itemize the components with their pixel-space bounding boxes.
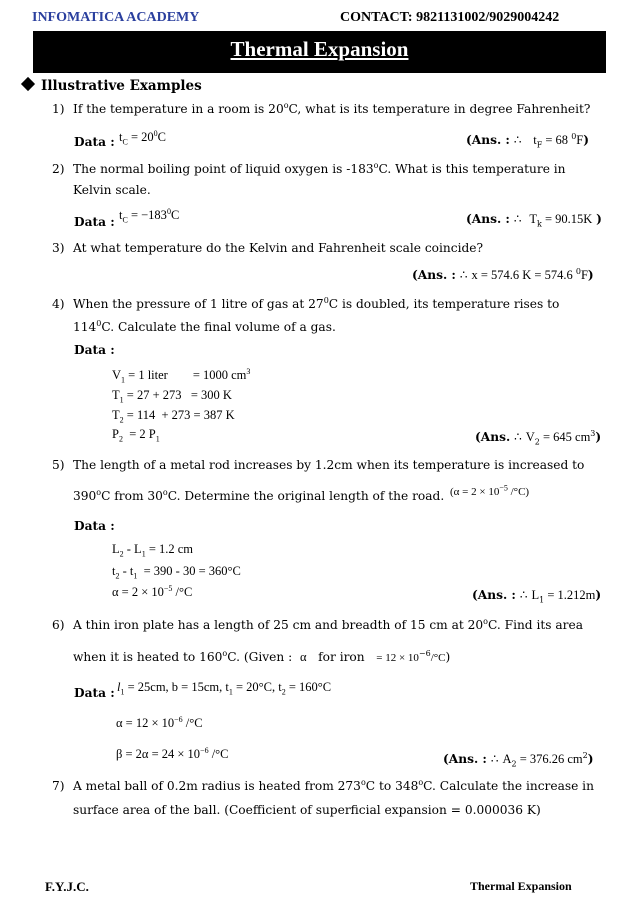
q7-line1: A metal ball of 0.2m radius is heated from 273$^o$C to 348$^o$C. Calculate the increase in [73,777,594,793]
q2-data: $t_C = -183^0C$ [119,206,180,225]
q4-data-label: Data : [74,343,115,357]
q5-line2: 390$^o$C from 30$^o$C. Determine the original length of the road. [73,487,445,503]
q6-eq1: $l_1 = 25cm$, b = 15cm, $t_1 = 20^\circ C$, $t_2 = 160^\circ C$ [117,680,332,697]
q6-answer: (Ans. : ∴ $A_2 = 376.26$ $cm^2$) [443,750,594,769]
academy-name: INFOMATICA ACADEMY [32,10,200,25]
q4-eq1: $V_1 = 1$ liter = 1000 $cm^3$ [112,366,251,385]
q5-data-label: Data : [74,519,115,533]
q3-answer: (Ans. : ∴ x = 574.6 K = 574.6 $^0$F) [412,266,594,282]
q1-number: 1) [52,102,65,116]
contact-info: CONTACT: 9821131002/9029004242 [340,10,560,25]
q7-line2: surface area of the ball. (Coefficient of superficial expansion = 0.000036 K) [73,803,541,817]
footer-topic: Thermal Expansion [470,879,572,893]
section-heading [19,78,202,94]
q2-line2: Kelvin scale. [73,183,151,197]
q2-number: 2) [52,162,65,176]
q6-number: 6) [52,618,65,632]
page-title: Thermal Expansion [230,37,409,61]
section-title: Illustrative Examples [41,78,202,94]
footer-class: F.Y.J.C. [45,879,89,894]
q3-text: At what temperature do the Kelvin and Fahrenheit scale coincide? [73,241,484,255]
q6-data-label: Data : [74,686,115,700]
q1-answer: (Ans. : ∴ $t_F = 68$ $^0$F) [466,131,590,150]
q1-data-label: Data : [74,135,115,149]
q1-text: If the temperature in a room is 20$^o$C, what is its temperature in degree Fahrenheit? [73,100,591,116]
q4-line2: $114^0C$. Calculate the final volume of a gas. [73,318,336,334]
q2-data-label: Data : [74,215,115,229]
q4-line1: When the pressure of 1 litre of gas at $27^0C$ is doubled, its temperature rises to [73,295,560,311]
title-banner [33,31,606,73]
q1-data: $t_C = 20^0C$ [119,128,166,147]
q5-eq2: $t_2 - t_1 = 390 - 30 = 360^\circ C$ [112,564,241,581]
q5-number: 5) [52,458,65,472]
q7-number: 7) [52,779,65,793]
q5-eq1: $L_2 - L_1 = 1.2$ cm [112,542,194,559]
q5-answer: (Ans. : ∴ $L_1 = 1.212m$) [472,588,602,605]
q5-eq3: $\alpha = 2 \times 10^{-5}$ /°C [112,583,193,599]
q6-line1: A thin iron plate has a length of 25 cm and breadth of 15 cm at 20$^o$C. Find its area [73,616,583,632]
q5-given: ($\alpha = 2 \times 10^{-5}$ /°C) [450,483,530,498]
q4-number: 4) [52,297,65,311]
q6-eq2: $\alpha = 12 \times 10^{-6}$ /°C [116,714,203,730]
q5-line1: The length of a metal rod increases by 1.2cm when its temperature is increased to [73,458,585,472]
q6-line2: when it is heated to 160$^o$C. (Given : α for iron = $12 \times 10^{-6}/^\circ C$) [73,648,451,664]
diamond-bullet-icon [21,77,35,91]
q2-answer: (Ans. : ∴ $T_k = 90.15K$ ) [466,212,602,229]
q6-eq3: $\beta = 2\alpha = 24 \times 10^{-6}$ /°C [116,745,229,761]
q4-answer: (Ans. ∴ $V_2 = 645$ $cm^3$) [475,428,602,447]
q4-eq3: $T_2 = 114 + 273 = 387$ K [112,408,235,425]
q2-line1: The normal boiling point of liquid oxygen is -183$^o$C. What is this temperature in [73,160,566,176]
q3-number: 3) [52,241,65,255]
q4-eq2: $T_1 = 27 + 273 = 300$ K [112,388,232,405]
q4-eq4: $P_2 = 2$ $P_1$ [112,427,160,444]
